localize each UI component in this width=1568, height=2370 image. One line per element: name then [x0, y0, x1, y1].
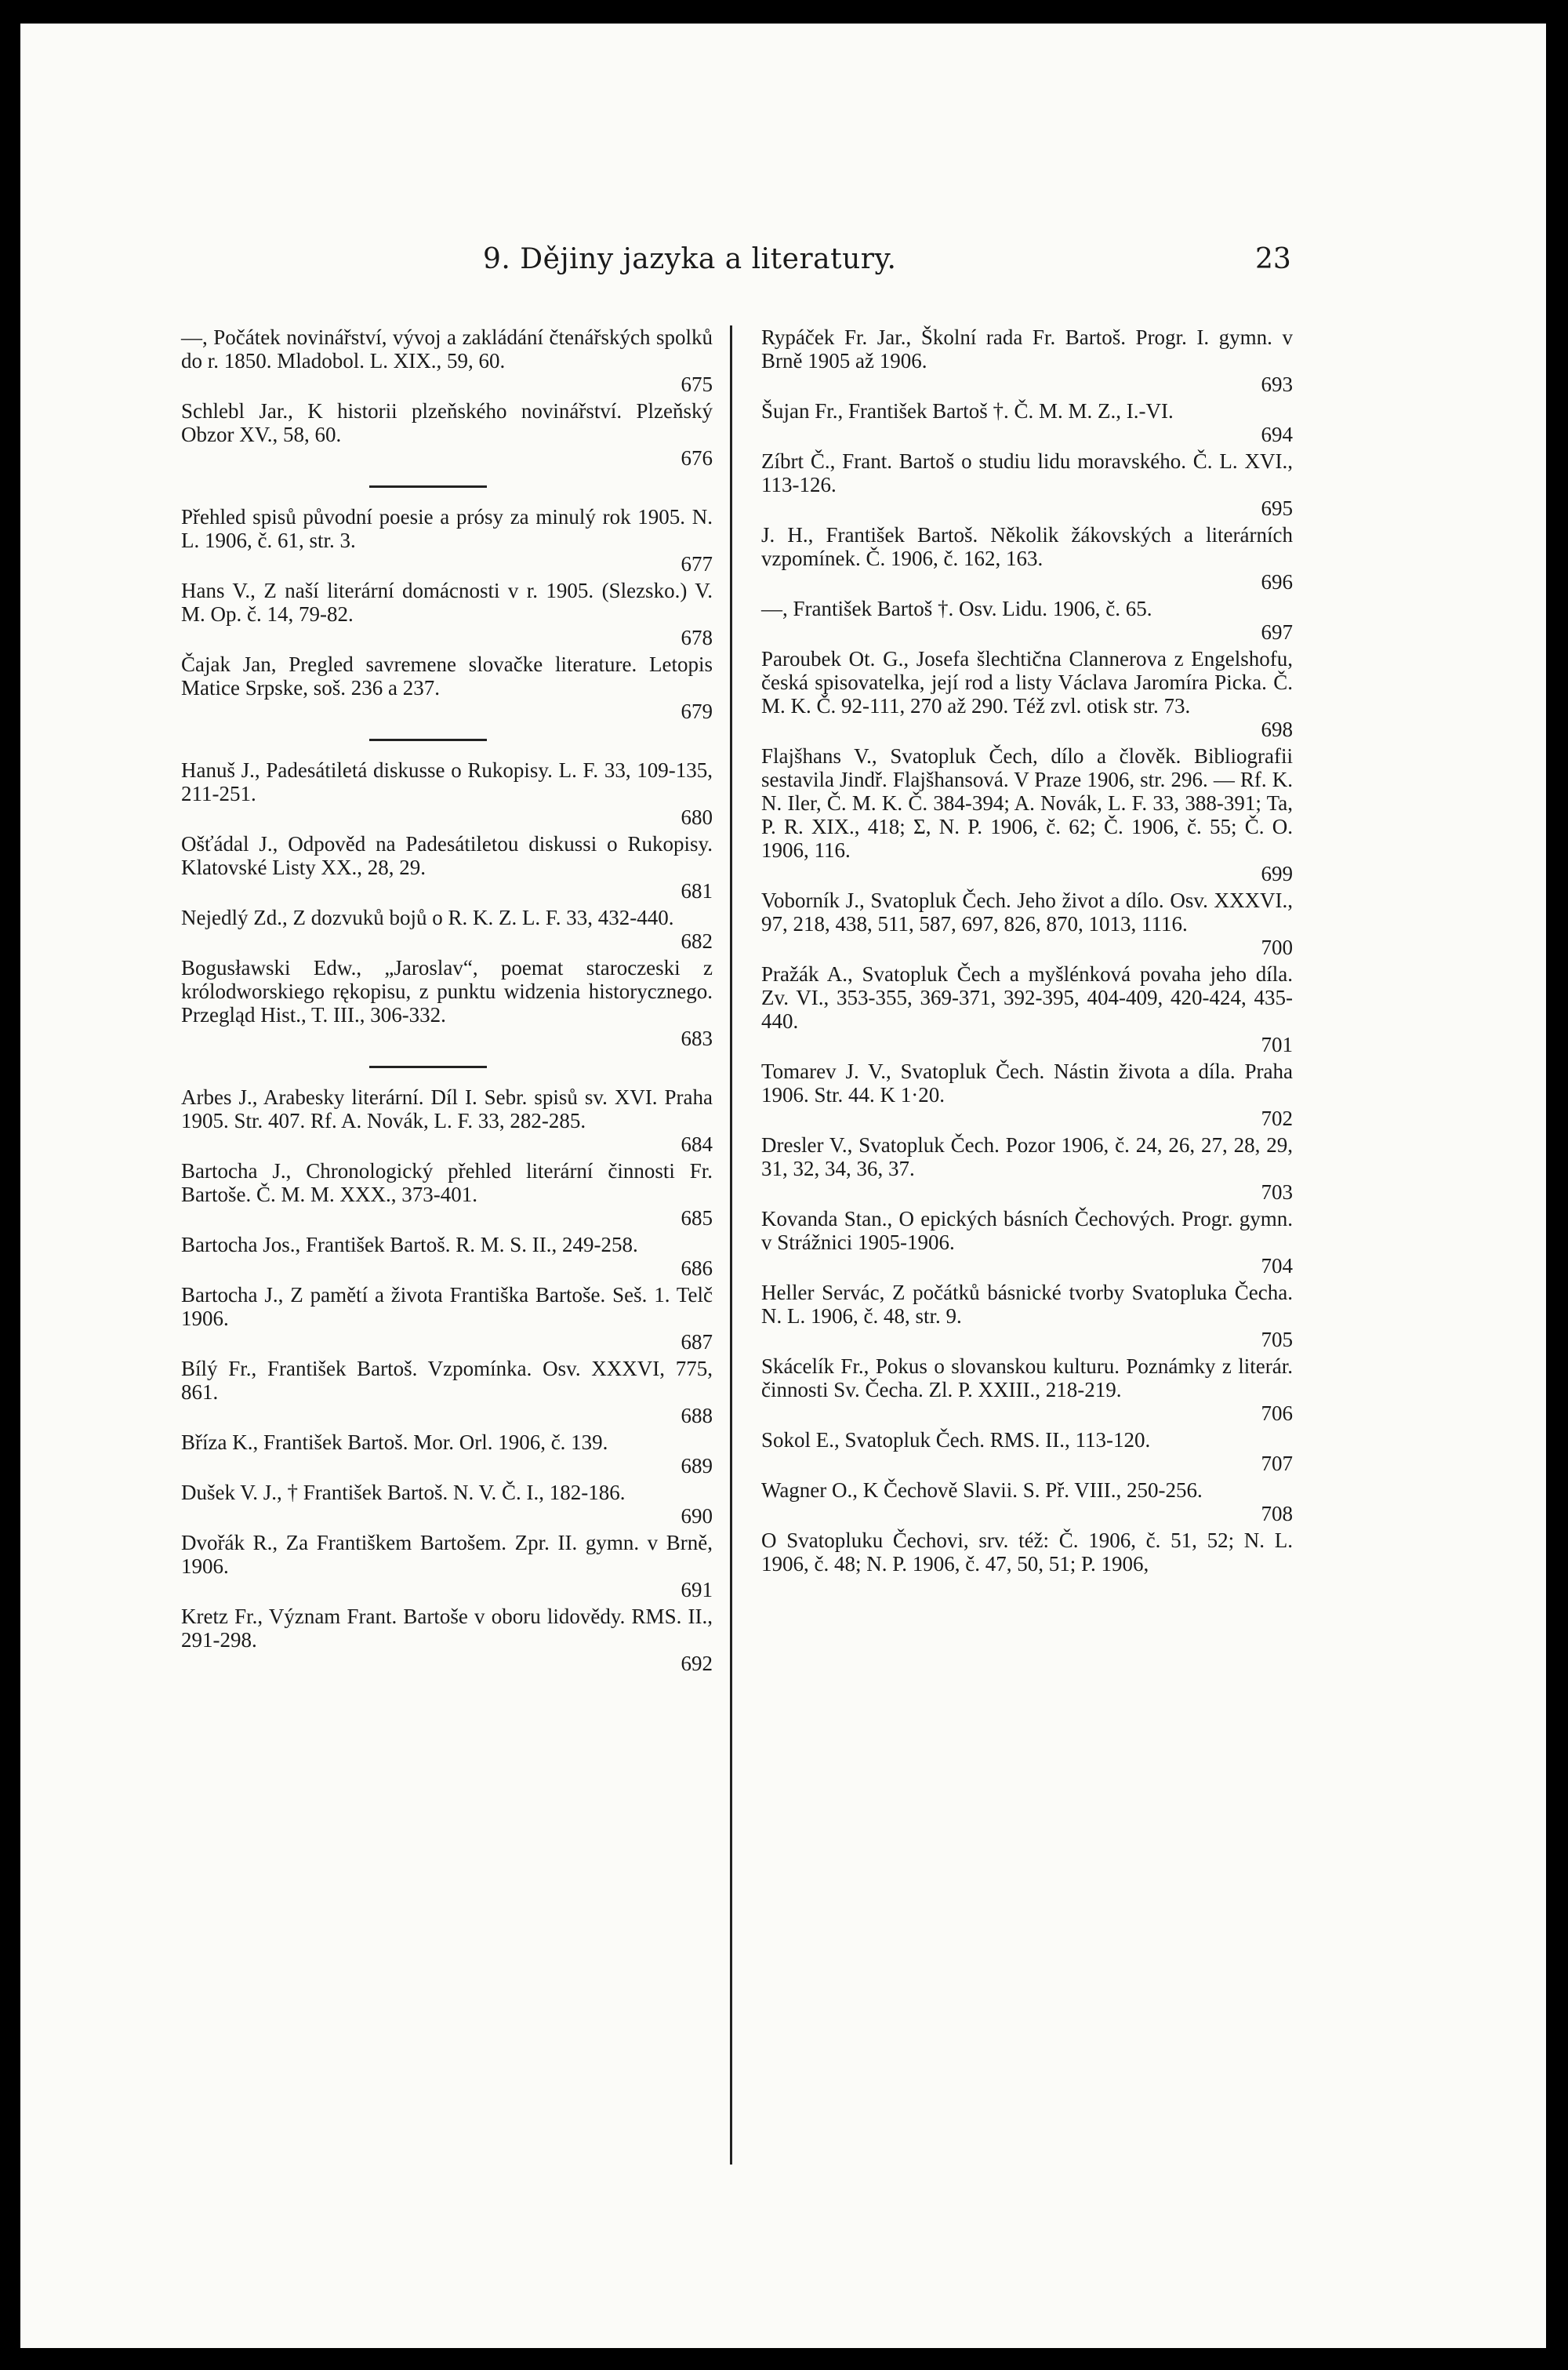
entry-number: 679 — [681, 700, 713, 723]
bib-entry — [181, 505, 713, 576]
entry-number: 708 — [1261, 1502, 1293, 1525]
bib-entry — [181, 399, 713, 470]
entry-number: 703 — [1261, 1180, 1293, 1204]
bib-entry — [761, 1207, 1293, 1278]
entry-text: —, Počátek novinářství, vývoj a zakládání čtenářských spolků do r. 1850. Mladobol. L. XIX., 59, 60. — [181, 325, 713, 373]
entry-number: 685 — [681, 1206, 713, 1230]
bib-entry — [181, 652, 713, 723]
section-title: 9. Dějiny jazyka a literatury. — [483, 243, 897, 275]
entry-number: 705 — [1261, 1328, 1293, 1351]
entry-text: Flajšhans V., Svatopluk Čech, dílo a člověk. Bibliografii sestavila Jindř. Flajšhansová. V Praze 1906, str. 296. — Rf. K. N. Iler, Č. M. K. Č. 384-394; A. Novák, L. F. 33, 388-391; Ta, P. R. XIX., 418; Σ, N. P. 1906, č. 62; Č. 1906, č. 55; Č. O. 1906, 116. — [761, 744, 1293, 862]
entry-number: 687 — [681, 1330, 713, 1354]
entry-text: Čajak Jan, Pregled savremene slovačke literature. Letopis Matice Srpske, soš. 236 a 237. — [181, 652, 713, 700]
section-separator — [369, 485, 487, 488]
bib-entry — [181, 1085, 713, 1156]
entry-number: 678 — [681, 626, 713, 649]
bib-entry — [761, 1060, 1293, 1130]
entry-number: 686 — [681, 1256, 713, 1280]
entry-text: Bogusławski Edw., „Jaroslav“, poemat staroczeski z królodworskiego rękopisu, z punktu widzenia historycznego. Przegląd Hist., T. III., 306-332. — [181, 956, 713, 1027]
entry-text: Voborník J., Svatopluk Čech. Jeho život a dílo. Osv. XXXVI., 97, 218, 438, 511, 587, 697, 826, 870, 1013, 1116. — [761, 889, 1293, 936]
right-column — [761, 325, 1293, 1579]
entry-number: 691 — [681, 1578, 713, 1601]
bib-entry — [761, 449, 1293, 520]
entry-text: Bartocha J., Z pamětí a života Františka Bartoše. Seš. 1. Telč 1906. — [181, 1283, 713, 1330]
bib-entry — [761, 1529, 1293, 1576]
entry-text: Tomarev J. V., Svatopluk Čech. Nástin života a díla. Praha 1906. Str. 44. K 1·20. — [761, 1060, 1293, 1107]
entry-text: Ošťádal J., Odpověd na Padesátiletou diskussi o Rukopisy. Klatovské Listy XX., 28, 29. — [181, 832, 713, 879]
bib-entry — [181, 1430, 713, 1478]
entry-number: 675 — [681, 373, 713, 396]
bib-entry — [761, 889, 1293, 959]
entry-text: Pražák A., Svatopluk Čech a myšlénková povaha jeho díla. Zv. VI., 353-355, 369-371, 392-395, 404-409, 420-424, 435-440. — [761, 962, 1293, 1033]
bib-entry — [181, 579, 713, 649]
bib-entry — [761, 399, 1293, 446]
column-divider — [730, 325, 732, 2165]
entry-number: 689 — [681, 1454, 713, 1478]
entry-text: Wagner O., K Čechově Slavii. S. Př. VIII., 250-256. — [761, 1478, 1203, 1502]
bib-entry — [761, 597, 1293, 644]
bib-entry — [761, 647, 1293, 741]
entry-text: Kovanda Stan., O epických básních Čechových. Progr. gymn. v Strážnici 1905-1906. — [761, 1207, 1293, 1254]
entry-text: —, František Bartoš †. Osv. Lidu. 1906, č. 65. — [761, 597, 1152, 620]
bib-entry — [761, 523, 1293, 594]
bib-entry — [761, 744, 1293, 885]
entry-number: 692 — [681, 1652, 713, 1675]
entry-text: Přehled spisů původní poesie a prósy za minulý rok 1905. N. L. 1906, č. 61, str. 3. — [181, 505, 713, 552]
entry-number: 681 — [681, 879, 713, 903]
entry-number: 704 — [1261, 1254, 1293, 1278]
entry-text: Kretz Fr., Význam Frant. Bartoše v oboru lidovědy. RMS. II., 291-298. — [181, 1605, 713, 1652]
bib-entry — [181, 1605, 713, 1675]
entry-number: 684 — [681, 1132, 713, 1156]
bib-entry — [761, 1478, 1293, 1525]
bib-entry — [761, 1428, 1293, 1475]
entry-number: 707 — [1261, 1452, 1293, 1475]
entry-text: Bartocha J., Chronologický přehled literární činnosti Fr. Bartoše. Č. M. M. XXX., 373-401. — [181, 1159, 713, 1206]
entry-number: 706 — [1261, 1401, 1293, 1425]
entry-number: 696 — [1261, 570, 1293, 594]
bib-entry — [181, 906, 713, 953]
entry-text: Dresler V., Svatopluk Čech. Pozor 1906, č. 24, 26, 27, 28, 29, 31, 32, 34, 36, 37. — [761, 1133, 1293, 1180]
bib-entry — [761, 325, 1293, 396]
entry-text: O Svatopluku Čechovi, srv. též: Č. 1906, č. 51, 52; N. L. 1906, č. 48; N. P. 1906, č. 47, 50, 51; P. 1906, — [761, 1529, 1293, 1576]
bib-entry — [181, 832, 713, 903]
left-column — [181, 325, 713, 1678]
bib-entry — [181, 1159, 713, 1230]
entry-text: Nejedlý Zd., Z dozvuků bojů o R. K. Z. L. F. 33, 432-440. — [181, 906, 674, 929]
bib-entry — [761, 1133, 1293, 1204]
bib-entry — [761, 962, 1293, 1056]
entry-number: 699 — [1261, 862, 1293, 885]
entry-number: 701 — [1261, 1033, 1293, 1056]
bib-entry — [761, 1354, 1293, 1425]
document-page — [20, 24, 1546, 2348]
bib-entry — [181, 1481, 713, 1528]
entry-number: 680 — [681, 805, 713, 829]
bib-entry — [181, 1283, 713, 1354]
entry-text: Bílý Fr., František Bartoš. Vzpomínka. Osv. XXXVI, 775, 861. — [181, 1357, 713, 1404]
bib-entry — [181, 758, 713, 829]
entry-number: 677 — [681, 552, 713, 576]
entry-number: 702 — [1261, 1107, 1293, 1130]
entry-text: Hanuš J., Padesátiletá diskusse o Rukopisy. L. F. 33, 109-135, 211-251. — [181, 758, 713, 805]
section-separator — [369, 739, 487, 741]
section-separator — [369, 1066, 487, 1068]
entry-text: Hans V., Z naší literární domácnosti v r. 1905. (Slezsko.) V. M. Op. č. 14, 79-82. — [181, 579, 713, 626]
entry-number: 683 — [681, 1027, 713, 1050]
entry-number: 693 — [1261, 373, 1293, 396]
entry-number: 695 — [1261, 496, 1293, 520]
entry-number: 694 — [1261, 423, 1293, 446]
entry-number: 697 — [1261, 620, 1293, 644]
bib-entry — [181, 1531, 713, 1601]
entry-text: Zíbrt Č., Frant. Bartoš o studiu lidu moravského. Č. L. XVI., 113-126. — [761, 449, 1293, 496]
entry-number: 690 — [681, 1504, 713, 1528]
bib-entry — [181, 956, 713, 1050]
bib-entry — [181, 1357, 713, 1427]
running-head — [20, 243, 1546, 290]
bib-entry — [181, 1233, 713, 1280]
entry-text: Šujan Fr., František Bartoš †. Č. M. M. Z., I.-VI. — [761, 399, 1174, 423]
entry-text: Heller Servác, Z počátků básnické tvorby Svatopluka Čecha. N. L. 1906, č. 48, str. 9. — [761, 1281, 1293, 1328]
entry-number: 676 — [681, 446, 713, 470]
entry-text: Bartocha Jos., František Bartoš. R. M. S. II., 249-258. — [181, 1233, 638, 1256]
entry-text: Sokol E., Svatopluk Čech. RMS. II., 113-120. — [761, 1428, 1151, 1452]
entry-text: Arbes J., Arabesky literární. Díl I. Sebr. spisů sv. XVI. Praha 1905. Str. 407. Rf. A. Novák, L. F. 33, 282-285. — [181, 1085, 713, 1132]
bib-entry — [761, 1281, 1293, 1351]
page-number: 23 — [1255, 243, 1291, 275]
entry-text: Paroubek Ot. G., Josefa šlechtična Clannerova z Engelshofu, česká spisovatelka, její rod a listy Václava Jaromíra Picka. Č. M. K. Č. 92-111, 270 až 290. Též zvl. otisk str. 73. — [761, 647, 1293, 718]
entry-number: 682 — [681, 929, 713, 953]
entry-text: Skácelík Fr., Pokus o slovanskou kulturu. Poznámky z literár. činnosti Sv. Čecha. Zl. P. XXIII., 218-219. — [761, 1354, 1293, 1401]
entry-text: J. H., František Bartoš. Několik žákovských a literárních vzpomínek. Č. 1906, č. 162, 163. — [761, 523, 1293, 570]
entry-number: 698 — [1261, 718, 1293, 741]
entry-text: Dvořák R., Za Františkem Bartošem. Zpr. II. gymn. v Brně, 1906. — [181, 1531, 713, 1578]
entry-text: Dušek V. J., † František Bartoš. N. V. Č. I., 182-186. — [181, 1481, 626, 1504]
bib-entry — [181, 325, 713, 396]
entry-text: Schlebl Jar., K historii plzeňského novinářství. Plzeňský Obzor XV., 58, 60. — [181, 399, 713, 446]
entry-number: 688 — [681, 1404, 713, 1427]
entry-text: Bříza K., František Bartoš. Mor. Orl. 1906, č. 139. — [181, 1430, 608, 1454]
entry-text: Rypáček Fr. Jar., Školní rada Fr. Bartoš. Progr. I. gymn. v Brně 1905 až 1906. — [761, 325, 1293, 373]
entry-number: 700 — [1261, 936, 1293, 959]
